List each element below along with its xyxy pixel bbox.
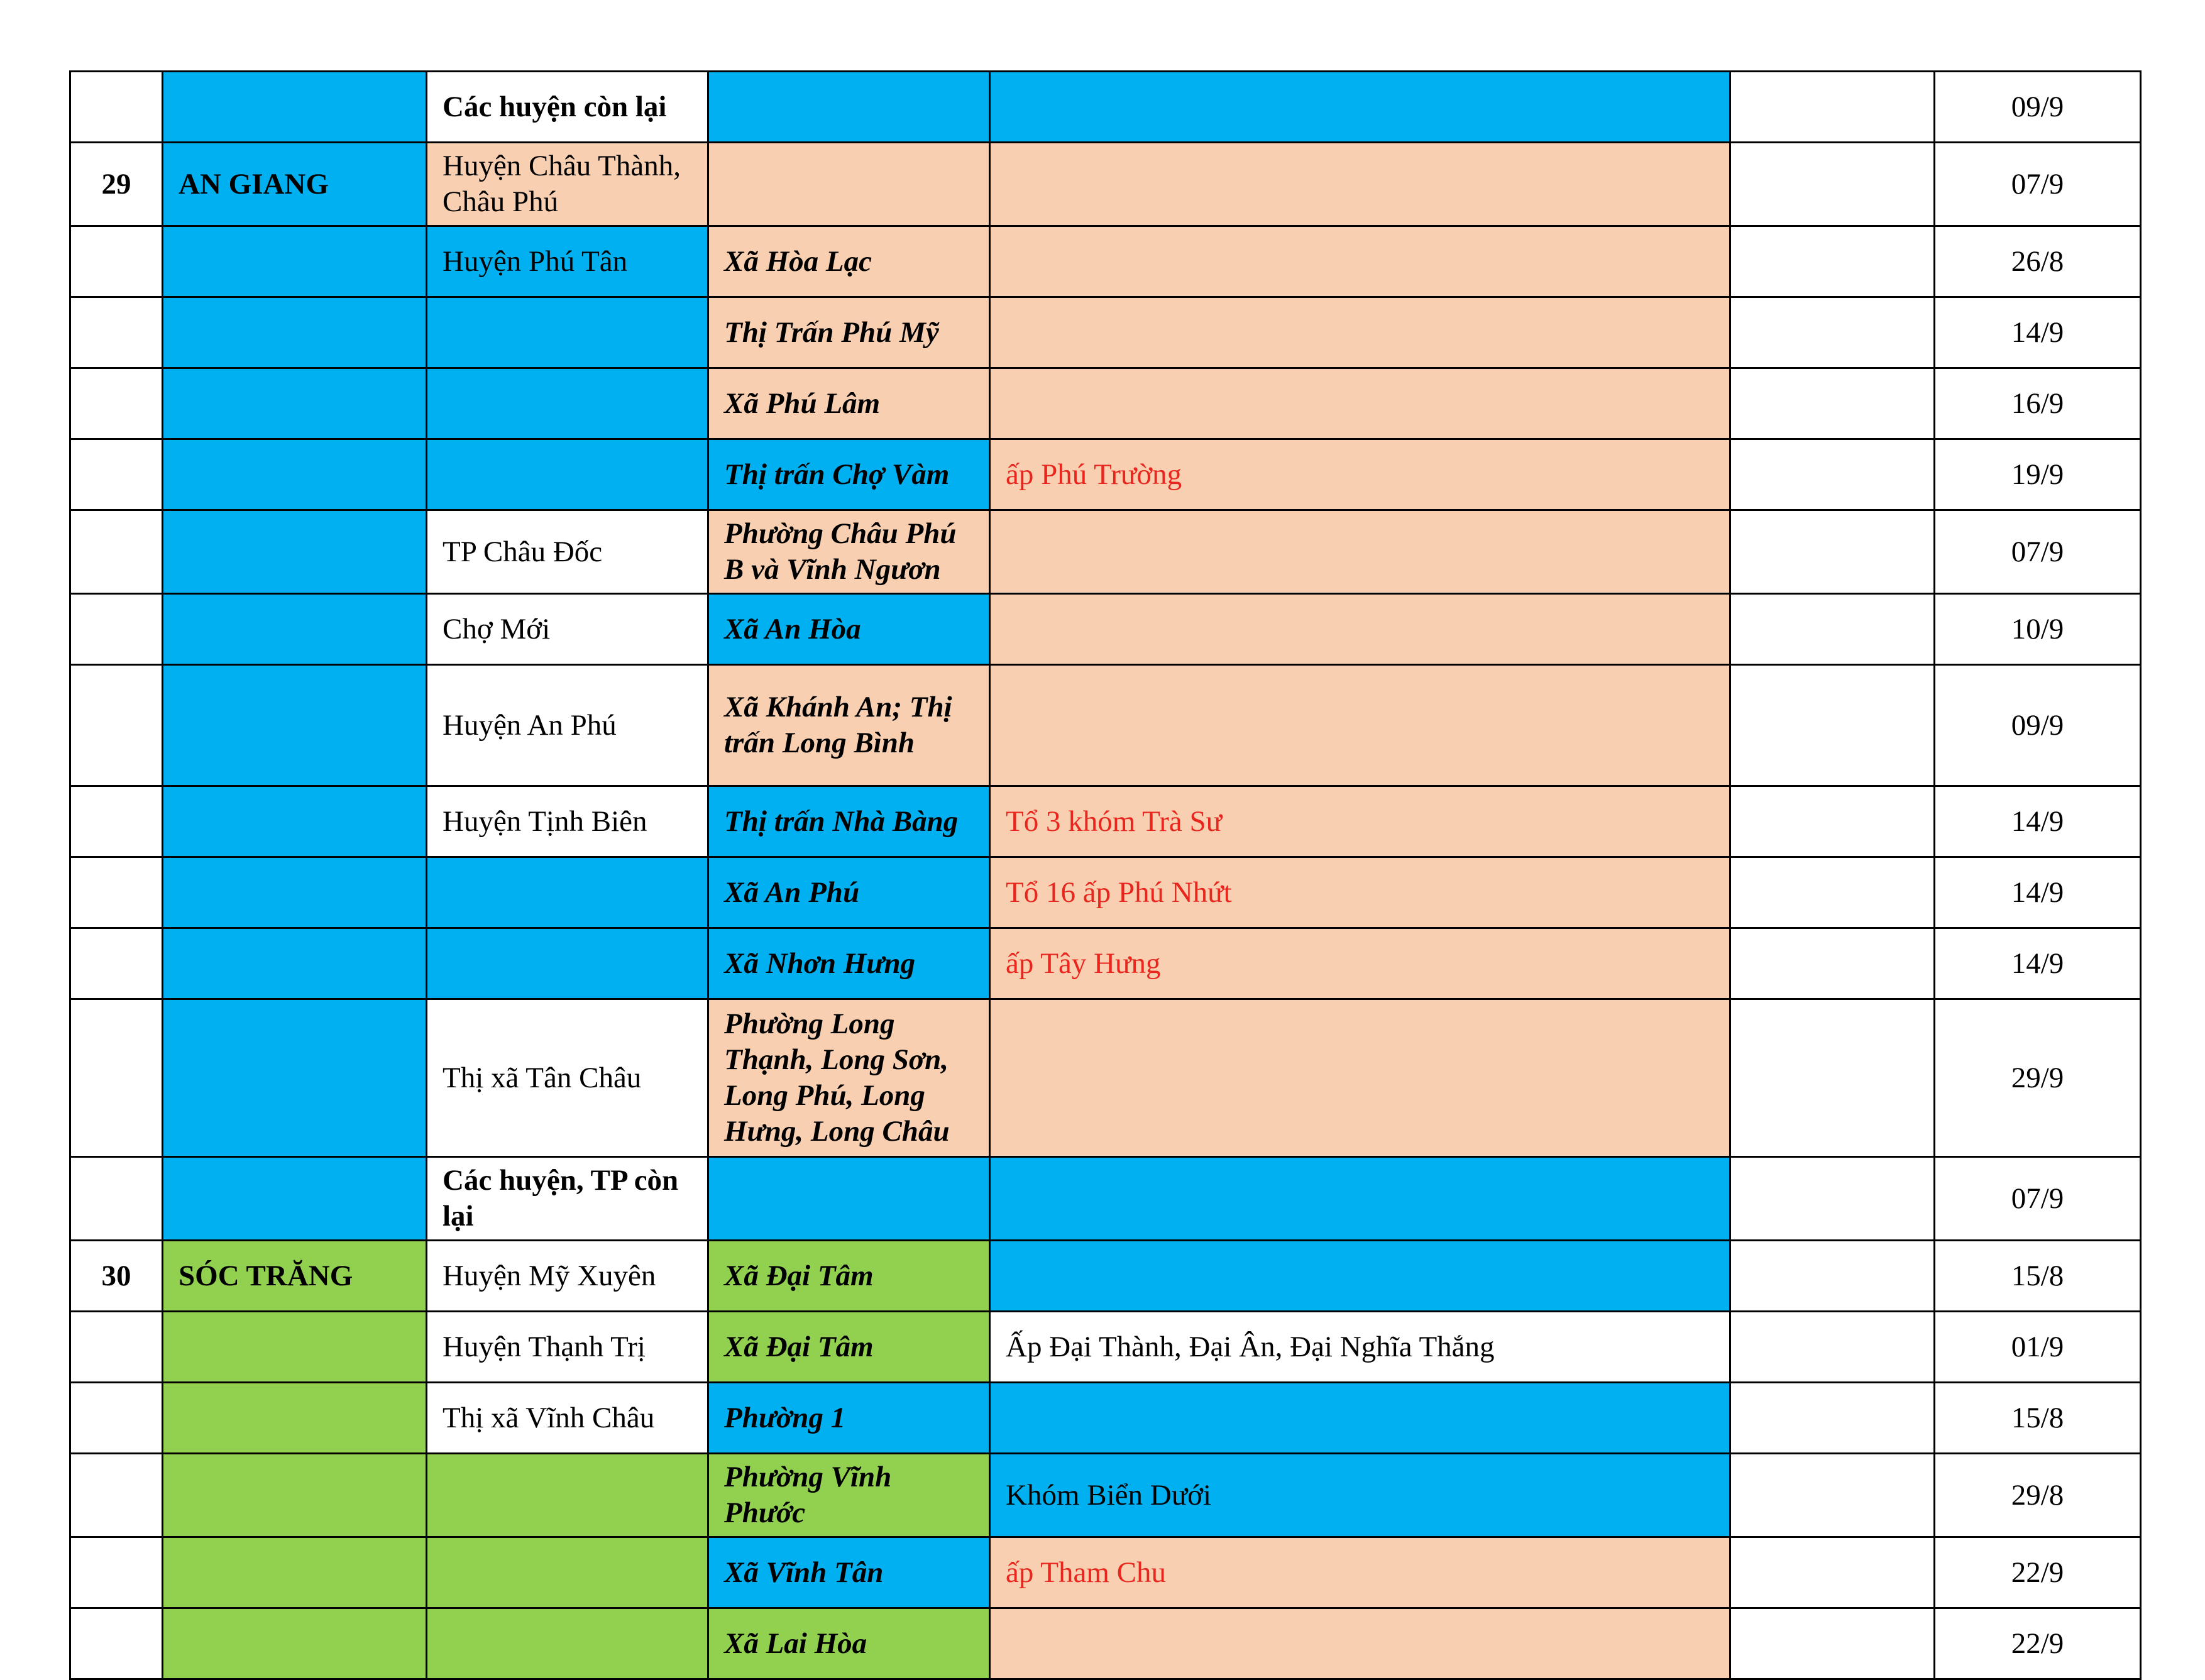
- district-cell: [427, 368, 708, 439]
- row-number: [70, 368, 163, 439]
- row-number: [70, 1312, 163, 1383]
- province-cell: [163, 72, 427, 143]
- province-cell: [163, 786, 427, 857]
- commune-cell: Xã Phú Lâm: [708, 368, 990, 439]
- district-cell: [427, 439, 708, 510]
- empty-cell: [1730, 297, 1935, 368]
- commune-cell: Thị trấn Nhà Bàng: [708, 786, 990, 857]
- hamlet-cell: [990, 665, 1730, 786]
- province-cell: [163, 368, 427, 439]
- commune-cell: [708, 1157, 990, 1241]
- date-cell: 14/9: [1935, 786, 2141, 857]
- table-row: [70, 1608, 2141, 1679]
- empty-cell: [1730, 786, 1935, 857]
- district-cell: [427, 857, 708, 928]
- province-cell: [163, 510, 427, 594]
- empty-cell: [1730, 368, 1935, 439]
- table-row: [70, 1157, 2141, 1241]
- table-row: [70, 143, 2141, 226]
- empty-cell: [1730, 1454, 1935, 1537]
- date-cell: 01/9: [1935, 1312, 2141, 1383]
- commune-cell: Xã Hòa Lạc: [708, 226, 990, 297]
- date-cell: 07/9: [1935, 143, 2141, 226]
- province-cell: [163, 1312, 427, 1383]
- date-cell: 19/9: [1935, 439, 2141, 510]
- date-cell: 09/9: [1935, 665, 2141, 786]
- hamlet-cell: Khóm Biển Dưới: [990, 1454, 1730, 1537]
- date-cell: 15/8: [1935, 1383, 2141, 1454]
- empty-cell: [1730, 1537, 1935, 1608]
- empty-cell: [1730, 1383, 1935, 1454]
- province-cell: [163, 1608, 427, 1679]
- commune-cell: Thị Trấn Phú Mỹ: [708, 297, 990, 368]
- district-cell: Các huyện, TP còn lại: [427, 1157, 708, 1241]
- district-cell: [427, 297, 708, 368]
- date-cell: 15/8: [1935, 1241, 2141, 1312]
- table-row: [70, 594, 2141, 665]
- hamlet-cell: [990, 368, 1730, 439]
- row-number: [70, 665, 163, 786]
- hamlet-cell: [990, 594, 1730, 665]
- table-row: [70, 857, 2141, 928]
- table-row: [70, 510, 2141, 594]
- commune-cell: Phường 1: [708, 1383, 990, 1454]
- province-cell: [163, 1537, 427, 1608]
- hamlet-cell: [990, 510, 1730, 594]
- row-number: 30: [70, 1241, 163, 1312]
- date-cell: 14/9: [1935, 857, 2141, 928]
- district-cell: Các huyện còn lại: [427, 72, 708, 143]
- row-number: [70, 510, 163, 594]
- district-cell: Huyện Châu Thành, Châu Phú: [427, 143, 708, 226]
- date-cell: 10/9: [1935, 594, 2141, 665]
- date-cell: 14/9: [1935, 928, 2141, 999]
- province-cell: [163, 857, 427, 928]
- empty-cell: [1730, 999, 1935, 1157]
- district-cell: Huyện Thạnh Trị: [427, 1312, 708, 1383]
- hamlet-cell: Ấp Đại Thành, Đại Ân, Đại Nghĩa Thắng: [990, 1312, 1730, 1383]
- district-cell: [427, 1454, 708, 1537]
- row-number: [70, 857, 163, 928]
- hamlet-cell: [990, 72, 1730, 143]
- commune-cell: Phường Châu Phú B và Vĩnh Ngươn: [708, 510, 990, 594]
- province-cell: SÓC TRĂNG: [163, 1241, 427, 1312]
- row-number: [70, 928, 163, 999]
- province-cell: [163, 594, 427, 665]
- hamlet-cell: [990, 1157, 1730, 1241]
- date-cell: 26/8: [1935, 226, 2141, 297]
- row-number: [70, 297, 163, 368]
- row-number: [70, 1157, 163, 1241]
- district-cell: Huyện Phú Tân: [427, 226, 708, 297]
- table-row: [70, 1383, 2141, 1454]
- table-row: [70, 297, 2141, 368]
- date-cell: 22/9: [1935, 1537, 2141, 1608]
- date-cell: 07/9: [1935, 510, 2141, 594]
- commune-cell: Thị trấn Chợ Vàm: [708, 439, 990, 510]
- row-number: [70, 72, 163, 143]
- commune-cell: Xã An Phú: [708, 857, 990, 928]
- table-row: [70, 1312, 2141, 1383]
- commune-cell: Xã Lai Hòa: [708, 1608, 990, 1679]
- district-cell: Chợ Mới: [427, 594, 708, 665]
- commune-cell: Phường Long Thạnh, Long Sơn, Long Phú, Long Hưng, Long Châu: [708, 999, 990, 1157]
- province-cell: [163, 999, 427, 1157]
- row-number: [70, 786, 163, 857]
- row-number: [70, 999, 163, 1157]
- table-row: [70, 928, 2141, 999]
- province-cell: AN GIANG: [163, 143, 427, 226]
- province-cell: [163, 1383, 427, 1454]
- empty-cell: [1730, 928, 1935, 999]
- commune-cell: [708, 72, 990, 143]
- hamlet-cell: [990, 1608, 1730, 1679]
- commune-cell: Xã Đại Tâm: [708, 1241, 990, 1312]
- zoning-table: [69, 70, 2142, 1680]
- province-cell: [163, 665, 427, 786]
- row-number: [70, 1454, 163, 1537]
- district-cell: [427, 1608, 708, 1679]
- empty-cell: [1730, 1241, 1935, 1312]
- empty-cell: [1730, 1608, 1935, 1679]
- hamlet-cell: Tổ 3 khóm Trà Sư: [990, 786, 1730, 857]
- empty-cell: [1730, 510, 1935, 594]
- table-row: [70, 999, 2141, 1157]
- date-cell: 14/9: [1935, 297, 2141, 368]
- district-cell: [427, 1537, 708, 1608]
- row-number: [70, 1537, 163, 1608]
- district-cell: [427, 928, 708, 999]
- table-row: [70, 1537, 2141, 1608]
- hamlet-cell: [990, 143, 1730, 226]
- commune-cell: Xã Khánh An; Thị trấn Long Bình: [708, 665, 990, 786]
- date-cell: 16/9: [1935, 368, 2141, 439]
- district-cell: Huyện Mỹ Xuyên: [427, 1241, 708, 1312]
- empty-cell: [1730, 439, 1935, 510]
- date-cell: 22/9: [1935, 1608, 2141, 1679]
- table-row: [70, 72, 2141, 143]
- province-cell: [163, 1454, 427, 1537]
- table-row: [70, 1241, 2141, 1312]
- row-number: 29: [70, 143, 163, 226]
- hamlet-cell: ấp Tham Chu: [990, 1537, 1730, 1608]
- hamlet-cell: [990, 226, 1730, 297]
- hamlet-cell: ấp Phú Trường: [990, 439, 1730, 510]
- commune-cell: Xã Nhơn Hưng: [708, 928, 990, 999]
- empty-cell: [1730, 143, 1935, 226]
- hamlet-cell: [990, 999, 1730, 1157]
- hamlet-cell: [990, 1241, 1730, 1312]
- table-row: [70, 1454, 2141, 1537]
- table-row: [70, 439, 2141, 510]
- table-row: [70, 368, 2141, 439]
- row-number: [70, 1608, 163, 1679]
- row-number: [70, 1383, 163, 1454]
- hamlet-cell: Tổ 16 ấp Phú Nhứt: [990, 857, 1730, 928]
- district-cell: Thị xã Vĩnh Châu: [427, 1383, 708, 1454]
- commune-cell: Xã An Hòa: [708, 594, 990, 665]
- table-row: [70, 226, 2141, 297]
- district-cell: TP Châu Đốc: [427, 510, 708, 594]
- hamlet-cell: [990, 297, 1730, 368]
- row-number: [70, 439, 163, 510]
- hamlet-cell: [990, 1383, 1730, 1454]
- district-cell: Thị xã Tân Châu: [427, 999, 708, 1157]
- empty-cell: [1730, 857, 1935, 928]
- date-cell: 29/9: [1935, 999, 2141, 1157]
- date-cell: 29/8: [1935, 1454, 2141, 1537]
- commune-cell: Phường Vĩnh Phước: [708, 1454, 990, 1537]
- empty-cell: [1730, 226, 1935, 297]
- empty-cell: [1730, 1157, 1935, 1241]
- table-row: [70, 786, 2141, 857]
- date-cell: 07/9: [1935, 1157, 2141, 1241]
- empty-cell: [1730, 665, 1935, 786]
- hamlet-cell: ấp Tây Hưng: [990, 928, 1730, 999]
- commune-cell: [708, 143, 990, 226]
- commune-cell: Xã Vĩnh Tân: [708, 1537, 990, 1608]
- province-cell: [163, 226, 427, 297]
- commune-cell: Xã Đại Tâm: [708, 1312, 990, 1383]
- table-row: [70, 665, 2141, 786]
- empty-cell: [1730, 72, 1935, 143]
- province-cell: [163, 297, 427, 368]
- date-cell: 09/9: [1935, 72, 2141, 143]
- row-number: [70, 594, 163, 665]
- empty-cell: [1730, 1312, 1935, 1383]
- province-cell: [163, 439, 427, 510]
- row-number: [70, 226, 163, 297]
- empty-cell: [1730, 594, 1935, 665]
- district-cell: Huyện Tịnh Biên: [427, 786, 708, 857]
- district-cell: Huyện An Phú: [427, 665, 708, 786]
- province-cell: [163, 928, 427, 999]
- province-cell: [163, 1157, 427, 1241]
